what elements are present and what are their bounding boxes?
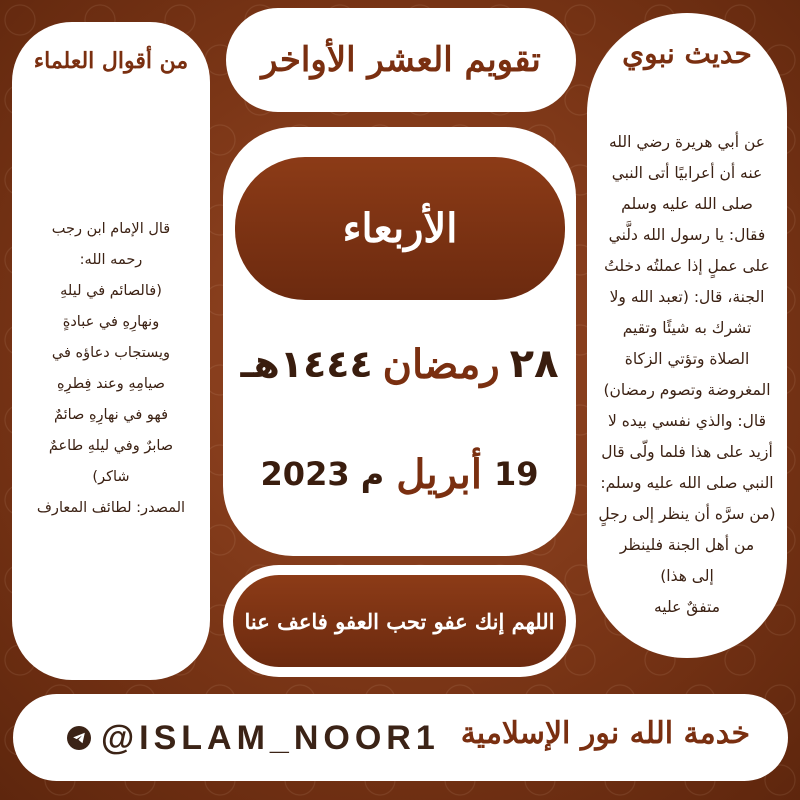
telegram-icon — [67, 726, 91, 750]
hijri-day: ٢٨ — [509, 341, 559, 387]
hadith-line: أزيد على هذا فلما ولّى قال — [601, 443, 773, 461]
quote-line: صابرٌ وفي ليلهِ طاعمٌ — [48, 438, 174, 454]
gregorian-day: 19 — [493, 455, 539, 493]
hadith-line: الصلاة وتؤتي الزكاة — [624, 350, 750, 368]
hadith-line: (من سرَّه أن ينظر إلى رجلٍ — [598, 505, 776, 523]
quote-line: قال الإمام ابن رجب — [51, 221, 171, 237]
quote-line: فهو في نهارِهِ صائمٌ — [53, 407, 169, 423]
hadith-line: عن أبي هريرة رضي الله — [608, 133, 766, 151]
handle-text: @ISLAM_NOOR1 — [101, 718, 440, 757]
hadith-line: إلى هذا) — [660, 567, 714, 585]
hadith-line: فقال: يا رسول الله دلَّني — [608, 226, 766, 244]
gregorian-month: أبريل — [396, 450, 482, 498]
hadith-line: المغروضة وتصوم رمضان) — [603, 381, 771, 399]
hadith-panel — [587, 13, 787, 658]
date-panel — [223, 127, 576, 556]
quote-line: ونهارِهِ في عبادةٍ — [62, 314, 160, 330]
hadith-line: صلى الله عليه وسلم — [621, 195, 753, 213]
hadith-line: على عملٍ إذا عملتُه دخلتُ — [604, 257, 770, 275]
quote-line: (فالصائم في ليلهِ — [60, 283, 162, 299]
quote-line: ويستجاب دعاؤه في — [51, 345, 171, 361]
hadith-line: الجنة، قال: (تعبد الله ولا — [609, 288, 765, 306]
quote-line: شاكر) — [92, 469, 130, 485]
telegram-handle[interactable] — [67, 716, 440, 760]
footer-bar — [13, 694, 788, 781]
hadith-line: من أهل الجنة فلينظر — [619, 536, 755, 554]
hijri-year: ١٤٤٤هـ — [240, 342, 373, 386]
dua-pill — [233, 575, 566, 667]
hadith-line: متفقٌ عليه — [653, 598, 721, 616]
gregorian-year: 2023 م — [260, 455, 385, 493]
dua-panel — [223, 565, 576, 677]
quote-line: صيامِهِ وعند فِطرِهِ — [57, 376, 165, 392]
quote-panel — [12, 22, 210, 680]
day-pill — [235, 157, 565, 300]
hadith-text — [593, 127, 781, 623]
hadith-heading: حديث نبوي — [622, 37, 752, 70]
hadith-line: تشرك به شيئًا وتقيم — [622, 319, 752, 337]
day-name: الأربعاء — [342, 205, 458, 252]
quote-line: المصدر: لطائف المعارف — [36, 500, 186, 516]
page-title: تقويم العشر الأواخر — [261, 40, 541, 80]
title-pill — [226, 8, 576, 112]
gregorian-date — [223, 429, 576, 519]
hijri-date — [223, 319, 576, 409]
quote-heading: من أقوال العلماء — [33, 48, 189, 74]
quote-text — [16, 214, 206, 524]
hadith-line: عنه أن أعرابيًا أتى النبي — [611, 164, 763, 182]
hijri-month: رمضان — [382, 340, 500, 388]
service-name: خدمة الله نور الإسلامية — [460, 716, 750, 751]
hadith-line: النبي صلى الله عليه وسلم: — [600, 474, 774, 492]
dua-text: اللهم إنك عفو تحب العفو فاعف عنا — [244, 608, 555, 634]
hadith-line: قال: والذي نفسي بيده لا — [607, 412, 767, 430]
quote-line: رحمه الله: — [79, 252, 143, 268]
